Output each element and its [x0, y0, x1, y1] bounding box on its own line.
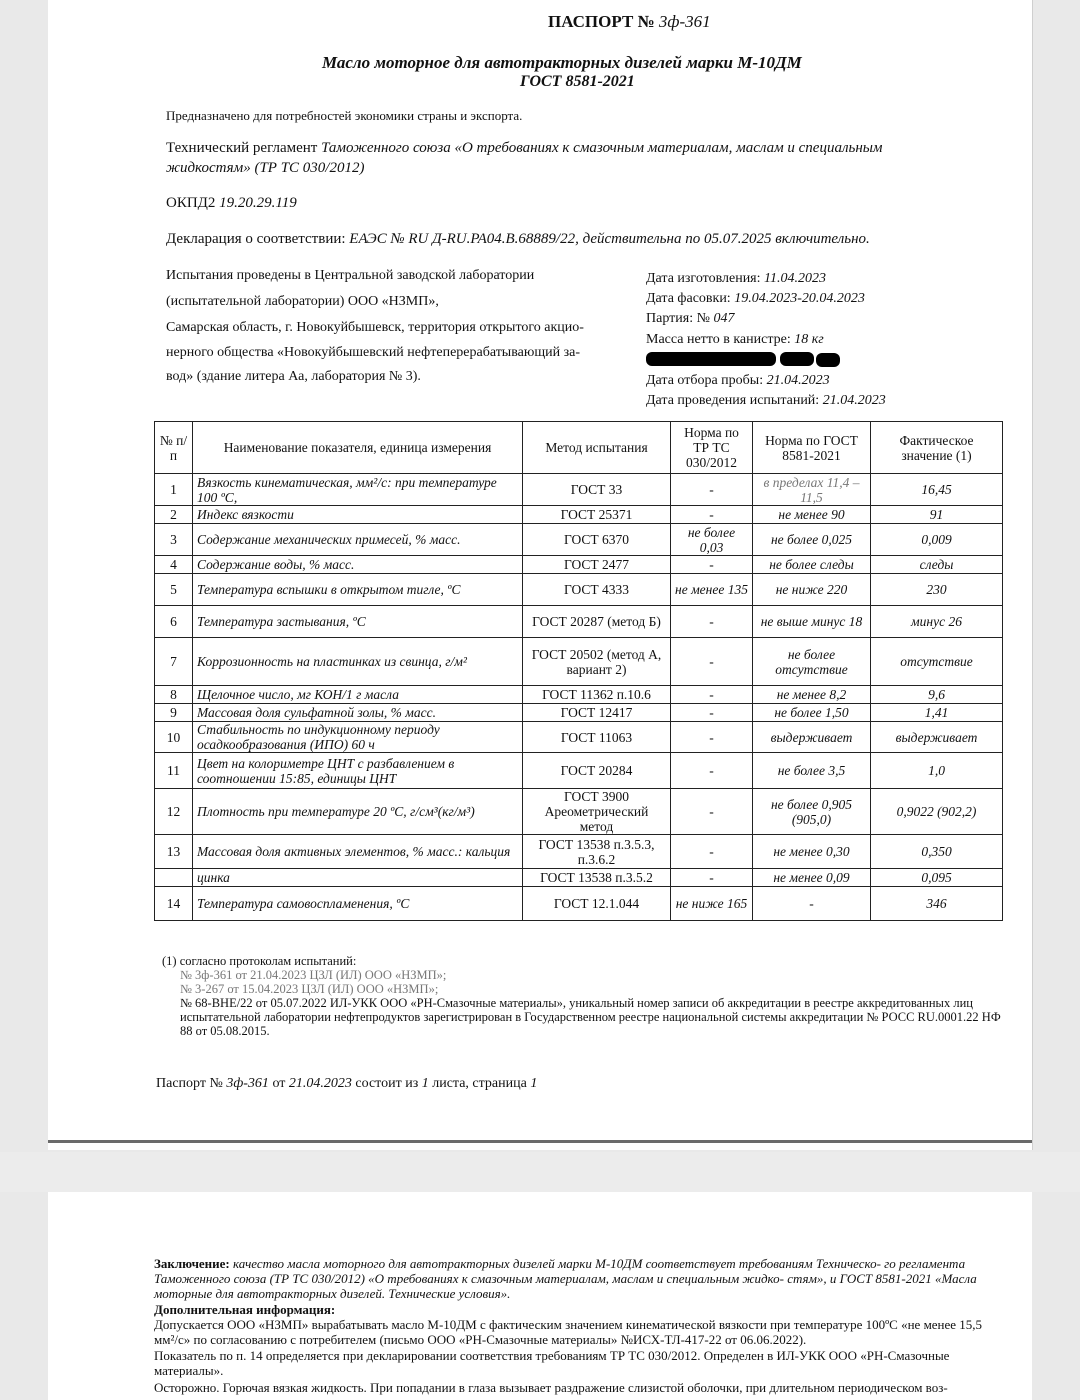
gost-norm: не выше минус 18	[753, 606, 871, 638]
actual-value: 0,9022 (902,2)	[871, 789, 1003, 835]
tr-ts-norm: -	[671, 606, 753, 638]
lab-line2: (испытательной лаборатории) ООО «НЗМП»,	[166, 294, 439, 309]
row-number: 5	[155, 574, 193, 606]
test-method: ГОСТ 13538 п.3.5.3, п.3.6.2	[523, 835, 671, 869]
footnote-protocol-2: № 3-267 от 15.04.2023 ЦЗЛ (ИЛ) ООО «НЗМП»;	[180, 982, 439, 996]
indicator-name: Стабильность по индукционному периоду осадкообразования (ИПО) 60 ч	[193, 722, 523, 753]
tr-ts-norm: -	[671, 556, 753, 574]
test-method: ГОСТ 6370	[523, 524, 671, 556]
actual-value: 9,6	[871, 686, 1003, 704]
test-method: ГОСТ 13538 п.3.5.2	[523, 869, 671, 887]
footnote-protocol-3: № 68-ВНЕ/22 от 05.07.2022 ИЛ-УКК ООО «РН-Смазочные материалы», уникальный номер записи об аккредитации в реестре аккредитованных лиц испытательной лаборатории нефтепродуктов зарегистрирован в Государственном реестре национальной системы аккредитации № РОСС RU.0001.22 НФ 88 от 05.08.2015.	[180, 996, 1001, 1038]
test-method: ГОСТ 25371	[523, 506, 671, 524]
actual-value: 0,009	[871, 524, 1003, 556]
test-method: ГОСТ 12.1.044	[523, 887, 671, 921]
tr-ts-norm: -	[671, 474, 753, 506]
indicator-name: Температура застывания, ºС	[193, 606, 523, 638]
row-number: 2	[155, 506, 193, 524]
date-packing: Дата фасовки: 19.04.2023-20.04.2023	[646, 291, 865, 306]
gost-norm: не более 0,025	[753, 524, 871, 556]
regulation-line1: Технический регламент Таможенного союза «О требованиях к смазочным материалам, маслам и специальным	[166, 140, 883, 156]
row-number: 13	[155, 835, 193, 869]
indicator-name: Массовая доля активных элементов, % масс.: кальция	[193, 835, 523, 869]
lab-line1: Испытания проведены в Центральной заводской лаборатории	[166, 268, 535, 283]
col-header-gost-norm: Норма по ГОСТ 8581-2021	[753, 422, 871, 474]
actual-value: минус 26	[871, 606, 1003, 638]
product-name: Масло моторное для автотракторных дизелей марки М-10ДМ	[322, 53, 802, 72]
actual-value: выдерживает	[871, 722, 1003, 753]
indicator-name: Коррозионность на пластинках из свинца, г/м²	[193, 638, 523, 686]
gost-norm: не более 0,905 (905,0)	[753, 789, 871, 835]
passport-page-2	[48, 1192, 1032, 1400]
gost-norm: не более следы	[753, 556, 871, 574]
row-number: 3	[155, 524, 193, 556]
date-manufacture: Дата изготовления: 11.04.2023	[646, 271, 826, 286]
tr-ts-norm: -	[671, 506, 753, 524]
test-method: ГОСТ 20287 (метод Б)	[523, 606, 671, 638]
table-row	[155, 474, 1003, 506]
passport-footer: Паспорт № 3ф-361 от 21.04.2023 состоит из 1 листа, страница 1	[156, 1076, 538, 1091]
row-number: 4	[155, 556, 193, 574]
table-row	[155, 722, 1003, 753]
test-method: ГОСТ 12417	[523, 704, 671, 722]
row-number	[155, 869, 193, 887]
indicator-name: Цвет на колориметре ЦНТ с разбавлением в соотношении 15:85, единицы ЦНТ	[193, 753, 523, 789]
tr-ts-norm: не ниже 165	[671, 887, 753, 921]
gost-norm: выдерживает	[753, 722, 871, 753]
extra-info-label: Дополнительная информация:	[154, 1302, 336, 1317]
table-row	[155, 556, 1003, 574]
col-header-method: Метод испытания	[523, 422, 671, 474]
lab-line3: Самарская область, г. Новокуйбышевск, территория открытого акцио-	[166, 320, 584, 335]
actual-value: 346	[871, 887, 1003, 921]
gost-norm: в пределах 11,4 – 11,5	[753, 474, 871, 506]
gost-norm: не более 1,50	[753, 704, 871, 722]
lab-line4: нерного общества «Новокуйбышевский нефтеперерабатывающий за-	[166, 345, 580, 360]
tr-ts-norm: -	[671, 704, 753, 722]
test-method: ГОСТ 20284	[523, 753, 671, 789]
table-row	[155, 506, 1003, 524]
row-number: 7	[155, 638, 193, 686]
table-row	[155, 753, 1003, 789]
table-row	[155, 524, 1003, 556]
row-number: 8	[155, 686, 193, 704]
row-number: 6	[155, 606, 193, 638]
product-standard: ГОСТ 8581-2021	[520, 73, 635, 90]
col-header-number: № п/п	[155, 422, 193, 474]
table-row	[155, 638, 1003, 686]
page-gap	[0, 1152, 1080, 1192]
indicator-name: цинка	[193, 869, 523, 887]
row-number: 11	[155, 753, 193, 789]
test-method: ГОСТ 11362 п.10.6	[523, 686, 671, 704]
indicator-name: Щелочное число, мг КОН/1 г масла	[193, 686, 523, 704]
row-number: 1	[155, 474, 193, 506]
extra-info-3: Осторожно. Горючая вязкая жидкость. При попадании в глаза вызывает раздражение слизистой оболочки, при длительном периодическом воз-	[154, 1380, 948, 1395]
indicator-name: Содержание механических примесей, % масс.	[193, 524, 523, 556]
tr-ts-norm: -	[671, 638, 753, 686]
page-edge	[48, 1140, 1032, 1143]
tr-ts-norm: -	[671, 722, 753, 753]
actual-value: 1,41	[871, 704, 1003, 722]
footnote-protocol-1: № 3ф-361 от 21.04.2023 ЦЗЛ (ИЛ) ООО «НЗМП»;	[180, 968, 447, 982]
gost-norm: не более отсутствие	[753, 638, 871, 686]
gost-norm: -	[753, 887, 871, 921]
actual-value: следы	[871, 556, 1003, 574]
table-row	[155, 606, 1003, 638]
conclusion: Заключение: качество масла моторного для автотракторных дизелей марки М-10ДМ соответствует требованиям Техническо- го регламента Таможенного союза (ТР ТС 030/2012) «О требованиях к смазочным материалам, маслам и специальным жидко- стям», и ГОСТ 8581-2021 «Масла моторные для автотракторных дизелей. Технические условия».	[154, 1256, 977, 1301]
indicator-name: Плотность при температуре 20 ºС, г/см³(кг/м³)	[193, 789, 523, 835]
gost-norm: не менее 90	[753, 506, 871, 524]
redaction-bar	[816, 353, 840, 367]
table-row	[155, 704, 1003, 722]
table-row	[155, 869, 1003, 887]
actual-value: 16,45	[871, 474, 1003, 506]
gost-norm: не ниже 220	[753, 574, 871, 606]
footnotes	[162, 954, 1012, 1038]
extra-info-2: Показатель по п. 14 определяется при декларировании соответствия требованиям ТР ТС 030/2012. Определен в ИЛ-УКК ООО «РН-Смазочные материалы».	[154, 1348, 950, 1378]
table-row	[155, 887, 1003, 921]
test-method: ГОСТ 3900 Ареометрический метод	[523, 789, 671, 835]
test-method: ГОСТ 33	[523, 474, 671, 506]
actual-value: 0,350	[871, 835, 1003, 869]
date-testing: Дата проведения испытаний: 21.04.2023	[646, 393, 886, 408]
okpd: ОКПД2 19.20.29.119	[166, 195, 297, 211]
indicator-name: Температура самовоспламенения, ºС	[193, 887, 523, 921]
col-header-fact: Фактическое значение (1)	[871, 422, 1003, 474]
batch: Партия: № 047	[646, 311, 735, 326]
actual-value: 1,0	[871, 753, 1003, 789]
actual-value: 0,095	[871, 869, 1003, 887]
gost-norm: не менее 8,2	[753, 686, 871, 704]
actual-value: 230	[871, 574, 1003, 606]
tr-ts-norm: -	[671, 753, 753, 789]
indicator-name: Индекс вязкости	[193, 506, 523, 524]
row-number: 14	[155, 887, 193, 921]
row-number: 9	[155, 704, 193, 722]
actual-value: отсутствие	[871, 638, 1003, 686]
table-row	[155, 574, 1003, 606]
regulation-line2: жидкостям» (ТР ТС 030/2012)	[166, 160, 365, 176]
tr-ts-norm: -	[671, 869, 753, 887]
indicator-name: Вязкость кинематическая, мм²/с: при температуре 100 ºС,	[193, 474, 523, 506]
gost-norm: не более 3,5	[753, 753, 871, 789]
row-number: 10	[155, 722, 193, 753]
table-header-row	[155, 422, 1003, 474]
tr-ts-norm: -	[671, 835, 753, 869]
indicator-name: Массовая доля сульфатной золы, % масс.	[193, 704, 523, 722]
test-method: ГОСТ 11063	[523, 722, 671, 753]
table-row	[155, 686, 1003, 704]
indicator-name: Температура вспышки в открытом тигле, ºС	[193, 574, 523, 606]
tr-ts-norm: не менее 135	[671, 574, 753, 606]
table-row	[155, 835, 1003, 869]
col-header-tr-norm: Норма по ТР ТС 030/2012	[671, 422, 753, 474]
lab-line5: вод» (здание литера Аа, лаборатория № 3).	[166, 369, 421, 384]
row-number: 12	[155, 789, 193, 835]
tr-ts-norm: не более 0,03	[671, 524, 753, 556]
redaction-bar	[780, 352, 814, 366]
actual-value: 91	[871, 506, 1003, 524]
purpose-text: Предназначено для потребностей экономики страны и экспорта.	[166, 108, 523, 123]
redaction-bar	[646, 352, 776, 366]
test-method: ГОСТ 20502 (метод А, вариант 2)	[523, 638, 671, 686]
page-title: ПАСПОРТ № 3ф-361	[548, 12, 711, 31]
test-results-table	[154, 421, 1003, 921]
net-mass: Масса нетто в канистре: 18 кг	[646, 332, 824, 347]
tr-ts-norm: -	[671, 789, 753, 835]
col-header-name: Наименование показателя, единица измерения	[193, 422, 523, 474]
table-row	[155, 789, 1003, 835]
indicator-name: Содержание воды, % масс.	[193, 556, 523, 574]
test-method: ГОСТ 2477	[523, 556, 671, 574]
passport-number: 3ф-361	[658, 12, 711, 31]
test-method: ГОСТ 4333	[523, 574, 671, 606]
gost-norm: не менее 0,09	[753, 869, 871, 887]
gost-norm: не менее 0,30	[753, 835, 871, 869]
extra-info-1: Допускается ООО «НЗМП» вырабатывать масло М-10ДМ с фактическим значением кинематической вязкости при температуре 100ºС «не менее 15,5 мм²/с» по согласованию с потребителем (письмо ООО «РН-Смазочные материалы» №ИСХ-ТЛ-417-22 от 06.06.2022).	[154, 1317, 983, 1347]
footnote-intro: (1) согласно протоколам испытаний:	[162, 954, 357, 968]
date-sampling: Дата отбора пробы: 21.04.2023	[646, 373, 830, 388]
tr-ts-norm: -	[671, 686, 753, 704]
declaration: Декларация о соответствии: ЕАЭС № RU Д-RU.PA04.B.68889/22, действительна по 05.07.2025 включительно.	[166, 231, 870, 247]
